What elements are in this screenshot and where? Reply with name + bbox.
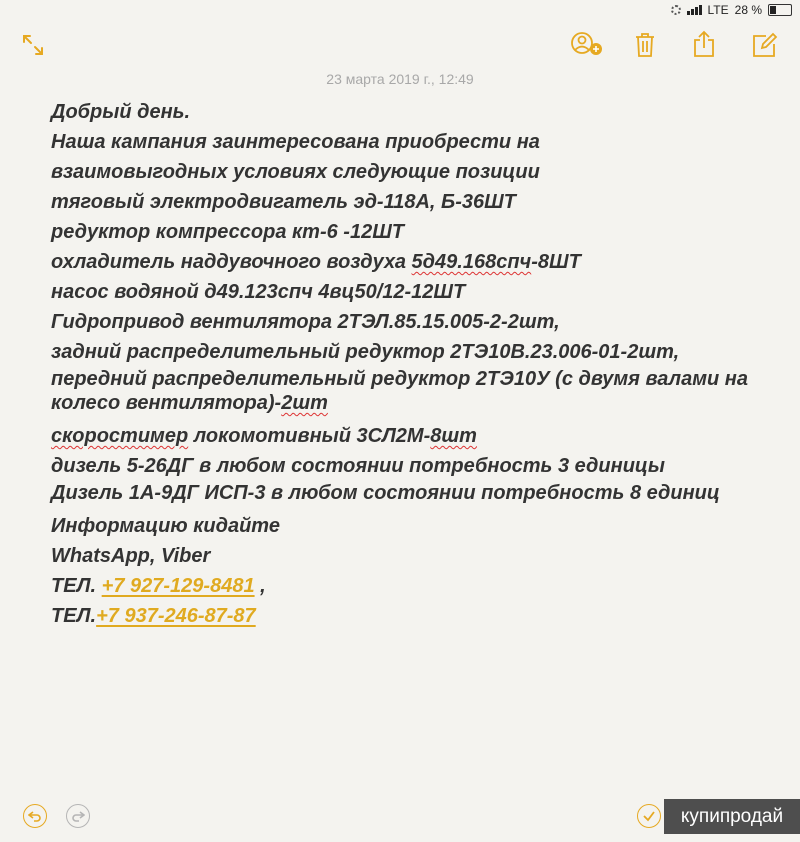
- misspelled-word: 8шт: [430, 425, 477, 447]
- note-text: передний распределительный редуктор 2ТЭ10У (с двумя валами на колесо вентилятора)-: [51, 368, 748, 414]
- activity-spinner-icon: [671, 5, 681, 15]
- note-line: Информацию кидайте: [51, 515, 280, 537]
- note-line: [51, 367, 751, 415]
- misspelled-word: скоростимер: [51, 425, 189, 447]
- signal-strength-icon: [687, 5, 702, 15]
- misspelled-word: 2шт: [281, 392, 328, 414]
- note-line: дизель 5-26ДГ в любом состоянии потребность 3 единицы: [51, 455, 665, 477]
- note-text: ТЕЛ.: [51, 605, 97, 627]
- note-text: ТЕЛ.: [51, 575, 102, 597]
- note-line: [51, 421, 751, 451]
- note-line: Гидропривод вентилятора 2ТЭЛ.85.15.005-2-2шт,: [51, 311, 560, 333]
- status-bar: [671, 0, 792, 20]
- note-line: WhatsApp, Viber: [51, 545, 211, 567]
- watermark-label: купипродай: [664, 799, 800, 834]
- redo-icon[interactable]: [66, 804, 90, 828]
- expand-icon[interactable]: [22, 34, 44, 56]
- note-line: насос водяной д49.123спч 4вц50/12-12ШТ: [51, 281, 466, 303]
- note-line: взаимовыгодных условиях следующие позиции: [51, 161, 540, 183]
- undo-icon[interactable]: [23, 804, 47, 828]
- note-text: ,: [254, 575, 266, 597]
- phone-link[interactable]: +7 937-246-87-87: [96, 605, 256, 627]
- note-text: -8ШТ: [531, 251, 581, 273]
- network-label: LTE: [707, 3, 729, 17]
- note-line: Наша кампания заинтересована приобрести на: [51, 131, 540, 153]
- note-line: тяговый электродвигатель эд-118А, Б-36ШТ: [51, 191, 516, 213]
- compose-icon[interactable]: [752, 32, 778, 58]
- note-line: задний распределительный редуктор 2ТЭ10В.23.006-01-2шт,: [51, 341, 680, 363]
- battery-label: 28 %: [734, 3, 762, 17]
- share-icon[interactable]: [693, 30, 715, 58]
- add-person-icon[interactable]: [570, 31, 604, 59]
- note-line: [51, 247, 751, 277]
- note-line: Дизель 1А-9ДГ ИСП-3 в любом состоянии потребность 8 единиц: [51, 482, 720, 504]
- note-line: [51, 601, 751, 631]
- note-date: 23 марта 2019 г., 12:49: [326, 71, 474, 87]
- checkmark-icon[interactable]: [637, 804, 661, 828]
- note-line: [51, 571, 751, 601]
- note-line: редуктор компрессора кт-6 -12ШТ: [51, 221, 404, 243]
- phone-link[interactable]: +7 927-129-8481: [101, 575, 255, 597]
- note-body[interactable]: [51, 97, 751, 631]
- note-text: локомотивный 3СЛ2М-: [188, 425, 431, 447]
- note-text: охладитель наддувочного воздуха: [51, 251, 412, 273]
- misspelled-word: 5д49.168спч: [411, 251, 532, 273]
- trash-icon[interactable]: [634, 32, 656, 58]
- battery-icon: [768, 4, 792, 16]
- note-line: Добрый день.: [51, 101, 191, 123]
